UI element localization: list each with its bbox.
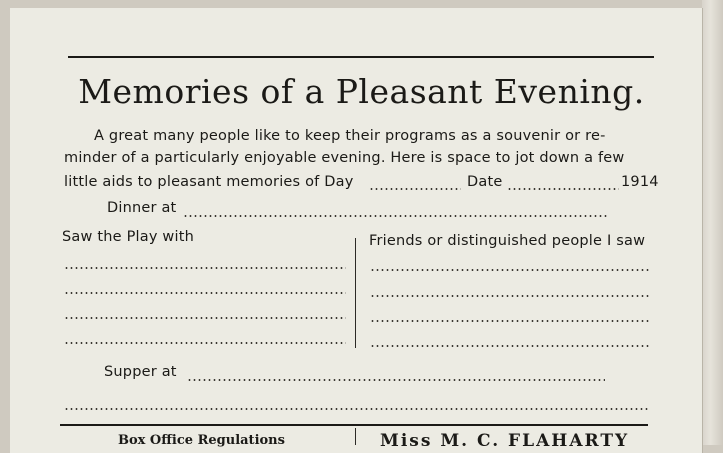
friends-blank-2[interactable] <box>370 295 650 297</box>
adjacent-page-edge <box>702 0 723 445</box>
notes-blank[interactable] <box>64 408 648 410</box>
intro-line-2: minder of a particularly enjoyable evening. Here is space to jot down a few <box>64 150 625 166</box>
footer-box-office-heading: Box Office Regulations <box>118 433 285 448</box>
date-blank[interactable] <box>507 188 619 190</box>
play-label: Saw the Play with <box>62 229 194 245</box>
column-divider <box>355 238 356 348</box>
friends-blank-4[interactable] <box>370 345 650 347</box>
play-blank-3[interactable] <box>64 317 346 319</box>
date-label: Date <box>467 174 503 190</box>
intro-line-1: A great many people like to keep their programs as a souvenir or re- <box>94 128 606 144</box>
dinner-label: Dinner at <box>107 200 177 216</box>
top-rule <box>68 56 654 58</box>
friends-blank-1[interactable] <box>370 269 650 271</box>
year-label: 1914 <box>621 174 659 190</box>
footer-name: Miss M. C. FLAHARTY <box>380 431 630 451</box>
play-blank-1[interactable] <box>64 267 346 269</box>
page-title: Memories of a Pleasant Evening. <box>78 72 645 111</box>
dinner-blank[interactable] <box>183 215 607 217</box>
play-blank-4[interactable] <box>64 342 346 344</box>
intro-line-3-prefix: little aids to pleasant memories of Day <box>64 174 354 190</box>
bottom-rule <box>60 424 648 426</box>
supper-blank[interactable] <box>187 379 605 381</box>
friends-blank-3[interactable] <box>370 320 650 322</box>
supper-label: Supper at <box>104 364 177 380</box>
play-blank-2[interactable] <box>64 292 346 294</box>
footer-divider <box>355 428 356 445</box>
day-blank[interactable] <box>369 188 461 190</box>
friends-label: Friends or distinguished people I saw <box>369 233 646 249</box>
